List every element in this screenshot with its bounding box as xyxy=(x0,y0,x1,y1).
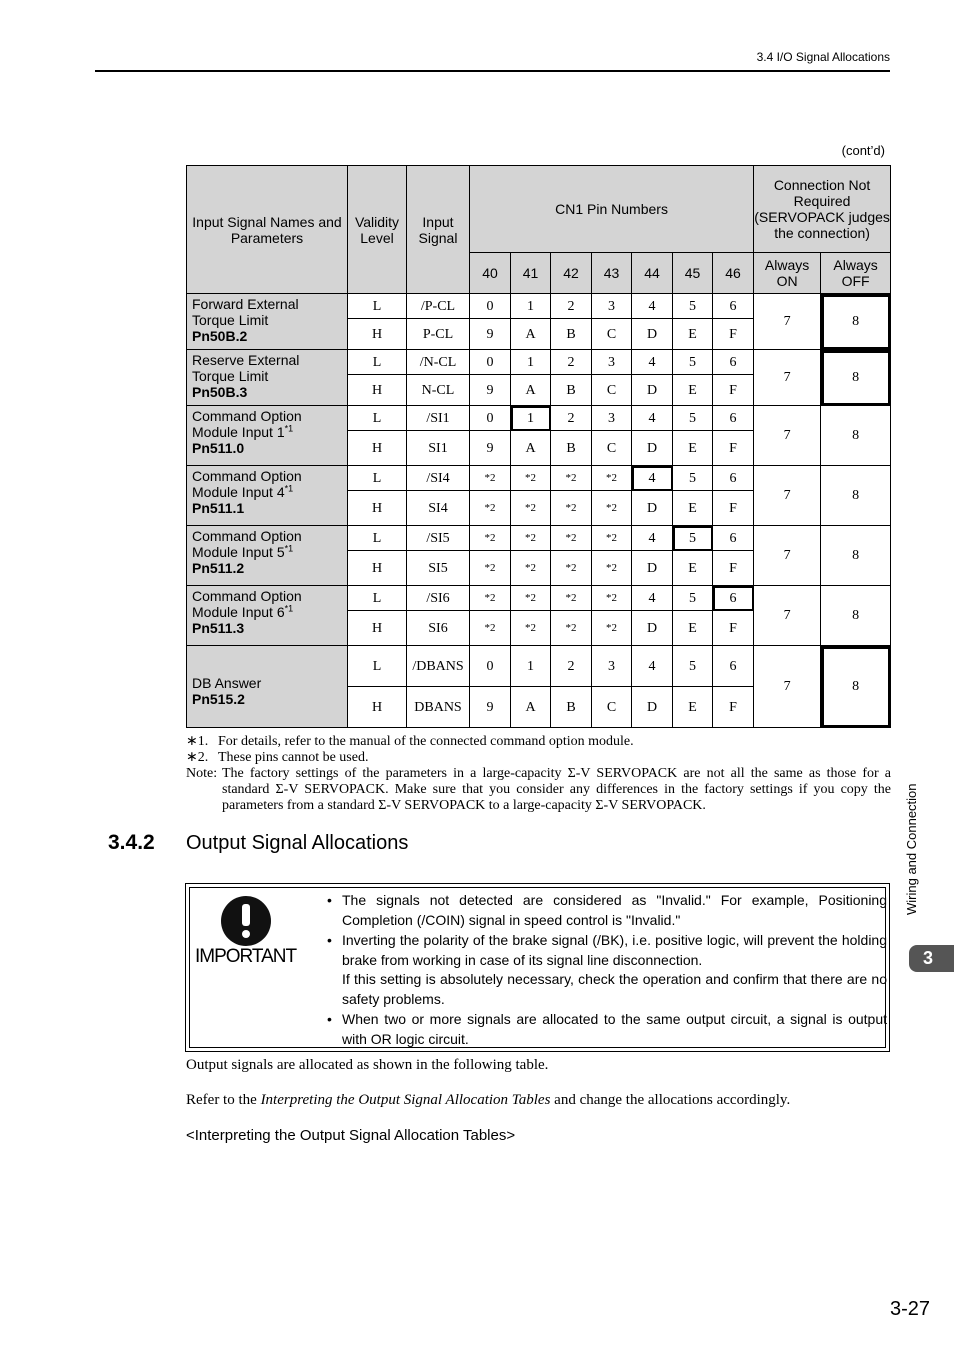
pin-cell: 1 xyxy=(511,406,551,431)
header-always-on: Always ON xyxy=(754,253,821,294)
pin-cell: *2 xyxy=(511,466,551,491)
pin-cell: *2 xyxy=(511,586,551,611)
validity-level-cell: L xyxy=(348,646,407,687)
subheading: <Interpreting the Output Signal Allocation Tables> xyxy=(186,1127,516,1144)
pin-cell: E xyxy=(673,431,713,466)
validity-level-cell: L xyxy=(348,526,407,551)
footnote-1 xyxy=(186,734,891,750)
pin-cell: D xyxy=(632,551,673,586)
validity-level-cell: H xyxy=(348,611,407,646)
footnote-mark: ∗1. xyxy=(186,734,209,749)
always-on-cell: 7 xyxy=(754,406,821,466)
pin-cell: C xyxy=(592,319,632,350)
important-box-inner xyxy=(189,887,886,1048)
bullet: • xyxy=(327,1011,332,1027)
pin-cell: 6 xyxy=(713,406,754,431)
pin-cell: 5 xyxy=(673,406,713,431)
pin-cell: *2 xyxy=(511,526,551,551)
validity-level-cell: L xyxy=(348,294,407,319)
always-off-cell: 8 xyxy=(821,646,891,728)
signal-name-cell xyxy=(187,526,348,586)
pin-cell: 6 xyxy=(713,646,754,687)
parameter-number: Pn50B.3 xyxy=(192,384,248,400)
input-signal-cell: DBANS xyxy=(407,687,470,728)
pin-cell: F xyxy=(713,375,754,406)
pin-cell: E xyxy=(673,551,713,586)
always-on-cell: 7 xyxy=(754,526,821,586)
pin-cell: 9 xyxy=(470,319,511,350)
signal-name: Command Option xyxy=(192,408,302,424)
validity-level-cell: L xyxy=(348,350,407,375)
table-row xyxy=(187,586,891,611)
parameter-number: Pn50B.2 xyxy=(192,328,248,344)
signal-name: Command Option xyxy=(192,528,302,544)
table-row xyxy=(187,406,891,431)
section-title: Output Signal Allocations xyxy=(186,832,409,854)
header-pin: 43 xyxy=(592,253,632,294)
pin-cell: 1 xyxy=(511,646,551,687)
pin-cell: C xyxy=(592,375,632,406)
important-item xyxy=(327,1010,887,1049)
input-signal-cell: SI6 xyxy=(407,611,470,646)
reference-title: Interpreting the Output Signal Allocation Tables xyxy=(260,1092,551,1108)
pin-cell: 9 xyxy=(470,431,511,466)
pin-cell: 4 xyxy=(632,350,673,375)
pin-cell: 6 xyxy=(713,294,754,319)
validity-level-cell: H xyxy=(348,375,407,406)
table-row xyxy=(187,646,891,687)
input-signal-cell: N-CL xyxy=(407,375,470,406)
pin-cell: C xyxy=(592,431,632,466)
note-text: The factory settings of the parameters in a large-capacity Σ-V SERVOPACK are not all the same as those for a standard Σ-V SERVOPACK. Make sure that you consider any differences in the factory settings if you copy the parameters from a standard Σ-V SERVOPACK to a large-capacity Σ-V SERVOPACK. xyxy=(222,766,891,813)
footnote-text: These pins cannot be used. xyxy=(218,750,369,765)
footnote-ref: *1 xyxy=(284,543,294,554)
pin-cell: 3 xyxy=(592,646,632,687)
signal-name-2: Module Input 6 xyxy=(192,604,285,620)
signal-name-2: Module Input 5 xyxy=(192,544,285,560)
pin-cell: B xyxy=(551,431,592,466)
pin-cell: *2 xyxy=(551,551,592,586)
signal-name-cell xyxy=(187,350,348,406)
input-signal-cell: /DBANS xyxy=(407,646,470,687)
pin-cell: E xyxy=(673,611,713,646)
pin-cell: *2 xyxy=(592,551,632,586)
pin-cell: 2 xyxy=(551,294,592,319)
important-box xyxy=(185,883,890,1052)
pin-cell: 6 xyxy=(713,526,754,551)
pin-cell: *2 xyxy=(470,611,511,646)
pin-cell: 0 xyxy=(470,406,511,431)
important-list xyxy=(327,891,887,1050)
pin-cell: *2 xyxy=(551,586,592,611)
side-label xyxy=(904,783,924,935)
pin-cell: 4 xyxy=(632,526,673,551)
pin-cell: 1 xyxy=(511,294,551,319)
pin-cell: 0 xyxy=(470,294,511,319)
pin-cell: F xyxy=(713,431,754,466)
table-row xyxy=(187,350,891,375)
signal-name-2: Torque Limit xyxy=(192,368,269,384)
pin-cell: 6 xyxy=(713,586,754,611)
parameter-number: Pn511.0 xyxy=(192,440,245,456)
input-signal-cell: SI5 xyxy=(407,551,470,586)
footnote-ref: *1 xyxy=(284,603,294,614)
important-item-text: The signals not detected are considered as "Invalid." For example, Positioning Completion (/COIN) signal in speed control is "Invalid." xyxy=(342,892,887,928)
pin-cell: *2 xyxy=(470,491,511,526)
pin-cell: 2 xyxy=(551,406,592,431)
pin-cell: 6 xyxy=(713,466,754,491)
signal-name: DB Answer xyxy=(192,674,262,691)
pin-cell: B xyxy=(551,687,592,728)
pin-cell: *2 xyxy=(551,466,592,491)
pin-cell: F xyxy=(713,319,754,350)
important-item-text: When two or more signals are allocated to the same output circuit, a signal is output with OR logic circuit. xyxy=(342,1011,887,1047)
pin-cell: 5 xyxy=(673,646,713,687)
pin-cell: F xyxy=(713,687,754,728)
important-item-text: Inverting the polarity of the brake signal (/BK), i.e. positive logic, will prevent the holding brake from working in case of its signal line disconnection. xyxy=(342,932,887,968)
pin-cell: 4 xyxy=(632,586,673,611)
footnotes xyxy=(186,734,891,814)
pin-cell: *2 xyxy=(592,611,632,646)
parameter-number: Pn511.1 xyxy=(192,500,245,516)
pin-cell: 5 xyxy=(673,586,713,611)
pin-cell: 5 xyxy=(673,466,713,491)
header-pin: 45 xyxy=(673,253,713,294)
always-off-cell: 8 xyxy=(821,586,891,646)
pin-cell: *2 xyxy=(551,526,592,551)
pin-cell: 0 xyxy=(470,350,511,375)
important-label: IMPORTANT xyxy=(195,946,297,967)
pin-cell: 4 xyxy=(632,646,673,687)
always-on-cell: 7 xyxy=(754,466,821,526)
pin-cell: *2 xyxy=(470,551,511,586)
parameter-number: Pn511.3 xyxy=(192,620,245,636)
pin-cell: 6 xyxy=(713,350,754,375)
running-header: 3.4 I/O Signal Allocations xyxy=(756,50,890,64)
pin-cell: 3 xyxy=(592,406,632,431)
pin-cell: 0 xyxy=(470,646,511,687)
pin-cell: D xyxy=(632,319,673,350)
always-on-cell: 7 xyxy=(754,646,821,728)
pin-cell: *2 xyxy=(470,586,511,611)
table-row xyxy=(187,294,891,319)
pin-cell: *2 xyxy=(470,466,511,491)
validity-level-cell: H xyxy=(348,551,407,586)
header-always-off: Always OFF xyxy=(821,253,891,294)
note-label: Note: xyxy=(186,766,218,781)
important-item-text-2: If this setting is absolutely necessary, check the operation and confirm that there are no safety problems. xyxy=(342,971,887,1007)
pin-cell: 4 xyxy=(632,406,673,431)
pin-cell: *2 xyxy=(551,611,592,646)
input-signal-cell: SI4 xyxy=(407,491,470,526)
pin-cell: F xyxy=(713,491,754,526)
pin-cell: *2 xyxy=(511,491,551,526)
validity-level-cell: H xyxy=(348,319,407,350)
pin-cell: *2 xyxy=(511,611,551,646)
pin-cell: 5 xyxy=(673,526,713,551)
pin-cell: 2 xyxy=(551,646,592,687)
signal-name-cell xyxy=(187,294,348,350)
important-item xyxy=(327,931,887,1009)
pin-cell: 3 xyxy=(592,350,632,375)
input-signal-cell: /N-CL xyxy=(407,350,470,375)
pin-cell: 9 xyxy=(470,687,511,728)
footnote-ref: *1 xyxy=(284,483,294,494)
pin-cell: D xyxy=(632,491,673,526)
signal-name: Forward External xyxy=(192,296,299,312)
pin-cell: *2 xyxy=(511,551,551,586)
pin-cell: D xyxy=(632,375,673,406)
bullet: • xyxy=(327,932,332,948)
pin-cell: 4 xyxy=(632,466,673,491)
input-signal-cell: /SI6 xyxy=(407,586,470,611)
bullet: • xyxy=(327,892,332,908)
pin-cell: *2 xyxy=(470,526,511,551)
header-pin: 46 xyxy=(713,253,754,294)
parameter-number: Pn511.2 xyxy=(192,560,245,576)
table-row xyxy=(187,466,891,491)
footnote-mark: ∗2. xyxy=(186,750,209,765)
always-off-cell: 8 xyxy=(821,294,891,350)
pin-cell: C xyxy=(592,687,632,728)
pin-cell: F xyxy=(713,611,754,646)
signal-name: Command Option xyxy=(192,468,302,484)
pin-cell: E xyxy=(673,687,713,728)
signal-name-2: Module Input 1 xyxy=(192,424,285,440)
always-on-cell: 7 xyxy=(754,294,821,350)
page-number: 3-27 xyxy=(889,1298,930,1320)
validity-level-cell: L xyxy=(348,406,407,431)
input-signal-cell: /P-CL xyxy=(407,294,470,319)
input-signal-cell: P-CL xyxy=(407,319,470,350)
pin-cell: 5 xyxy=(673,350,713,375)
pin-cell: A xyxy=(511,375,551,406)
header-input-signal: Input Signal xyxy=(407,166,470,294)
always-off-cell: 8 xyxy=(821,466,891,526)
pin-cell: *2 xyxy=(592,586,632,611)
always-on-cell: 7 xyxy=(754,586,821,646)
always-off-cell: 8 xyxy=(821,406,891,466)
pin-cell: A xyxy=(511,687,551,728)
pin-cell: E xyxy=(673,375,713,406)
parameter-number: Pn515.2 xyxy=(192,690,245,707)
pin-cell: F xyxy=(713,551,754,586)
exclamation-icon xyxy=(221,896,271,946)
footnote-text: For details, refer to the manual of the connected command option module. xyxy=(218,734,634,749)
signal-name: Command Option xyxy=(192,588,302,604)
header-validity-level: Validity Level xyxy=(348,166,407,294)
header-signal-names: Input Signal Names and Parameters xyxy=(187,166,348,294)
header-pin: 44 xyxy=(632,253,673,294)
signal-name-2: Torque Limit xyxy=(192,312,269,328)
chapter-name: Wiring and Connection xyxy=(904,783,919,915)
signal-name-2: Module Input 4 xyxy=(192,484,285,500)
pin-cell: D xyxy=(632,687,673,728)
pin-cell: 5 xyxy=(673,294,713,319)
signal-name: Reserve External xyxy=(192,352,300,368)
input-signal-cell: /SI1 xyxy=(407,406,470,431)
header-pin: 41 xyxy=(511,253,551,294)
signal-name-cell xyxy=(187,646,348,728)
pin-cell: 4 xyxy=(632,294,673,319)
header-cn1-pin-numbers: CN1 Pin Numbers xyxy=(470,166,754,253)
pin-cell: D xyxy=(632,611,673,646)
input-signal-cell: SI1 xyxy=(407,431,470,466)
header-pin: 40 xyxy=(470,253,511,294)
pin-cell: A xyxy=(511,431,551,466)
pin-cell: *2 xyxy=(551,491,592,526)
pin-cell: *2 xyxy=(592,526,632,551)
pin-cell: E xyxy=(673,319,713,350)
pin-cell: A xyxy=(511,319,551,350)
validity-level-cell: H xyxy=(348,491,407,526)
header-pin: 42 xyxy=(551,253,592,294)
pin-cell: 9 xyxy=(470,375,511,406)
pin-cell: 3 xyxy=(592,294,632,319)
pin-cell: 1 xyxy=(511,350,551,375)
validity-level-cell: H xyxy=(348,431,407,466)
section-number: 3.4.2 xyxy=(108,831,155,854)
contd-label: (cont’d) xyxy=(841,143,885,158)
pin-cell: *2 xyxy=(592,466,632,491)
header-connection-not-required: Connection Not Required (SERVOPACK judges the connection) xyxy=(754,166,891,253)
validity-level-cell: L xyxy=(348,466,407,491)
pin-cell: B xyxy=(551,375,592,406)
pin-cell: E xyxy=(673,491,713,526)
validity-level-cell: L xyxy=(348,586,407,611)
signal-name-cell xyxy=(187,466,348,526)
pin-cell: *2 xyxy=(592,491,632,526)
always-off-cell: 8 xyxy=(821,526,891,586)
pin-cell: 2 xyxy=(551,350,592,375)
input-signal-cell: /SI5 xyxy=(407,526,470,551)
pin-cell: D xyxy=(632,431,673,466)
note xyxy=(186,766,891,814)
footnote-2 xyxy=(186,750,891,766)
important-item xyxy=(327,891,887,930)
input-signal-allocation-table xyxy=(186,165,891,728)
header-rule xyxy=(95,70,890,72)
body-paragraph-2: Refer to the Interpreting the Output Signal Allocation Tables and change the allocations accordingly. xyxy=(186,1092,791,1108)
footnote-ref: *1 xyxy=(284,423,294,434)
signal-name-cell xyxy=(187,586,348,646)
body-paragraph-1: Output signals are allocated as shown in the following table. xyxy=(186,1057,549,1073)
validity-level-cell: H xyxy=(348,687,407,728)
table-row xyxy=(187,526,891,551)
signal-name-cell xyxy=(187,406,348,466)
pin-cell: B xyxy=(551,319,592,350)
always-off-cell: 8 xyxy=(821,350,891,406)
input-signal-cell: /SI4 xyxy=(407,466,470,491)
chapter-tab: 3 xyxy=(909,945,954,972)
always-on-cell: 7 xyxy=(754,350,821,406)
